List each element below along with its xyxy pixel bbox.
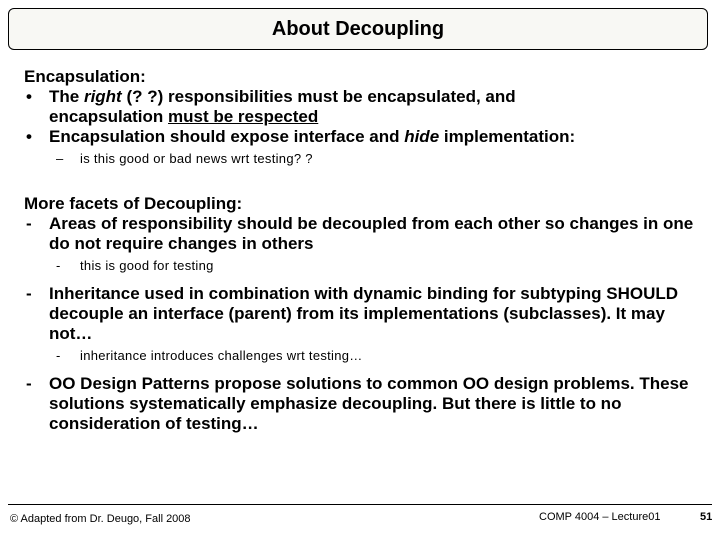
bullet-text: encapsulation [49,107,169,126]
sub-bullet-text: this is good for testing [80,258,214,273]
footer-course: COMP 4004 – Lecture01 [539,511,661,523]
bullet-mark: - [26,284,32,303]
bullet-text: OO Design Patterns propose solutions to common OO design problems. These solutions systematically emphasize decoupling. But there is little to no consideration of testing… [49,374,689,433]
sub-bullet-mark: - [56,348,61,363]
section-heading-encapsulation: Encapsulation: [24,67,146,86]
bullet-mark: - [26,374,32,393]
bullet-text: Encapsulation should expose interface and [49,127,405,146]
bullet-text: (? ?) responsibilities must be encapsulated, and [121,87,516,106]
sub-bullet-item [24,150,704,167]
sub-bullet-item [24,347,704,364]
emphasis-text: right [83,87,122,106]
section-heading-decoupling: More facets of Decoupling: [24,194,243,213]
sub-bullet-item [24,257,704,274]
bullet-mark: - [26,214,32,233]
sub-bullet-mark: – [56,151,64,166]
bullet-text: Inheritance used in combination with dynamic binding for subtyping SHOULD decouple an interface (parent) from its implementations (subclasses). It may not… [49,284,679,343]
sub-bullet-mark: - [56,258,61,273]
bullet-item [24,374,704,434]
footer-divider [8,504,712,505]
slide-title: About Decoupling [271,17,445,40]
bullet-text: Areas of responsibility should be decoupled from each other so changes in one do not require changes in others [49,214,694,253]
bullet-item [24,127,704,147]
slide-body [24,66,704,434]
page-number: 51 [700,511,713,523]
sub-bullet-text: inheritance introduces challenges wrt testing… [80,348,363,363]
bullet-mark: • [26,87,32,106]
sub-bullet-text: is this good or bad news wrt testing? ? [80,151,313,166]
bullet-item [24,284,704,344]
slide-title-box [8,8,708,50]
bullet-text: implementation: [439,127,576,146]
bullet-item [24,214,704,254]
bullet-item [24,87,704,127]
emphasis-text: hide [404,127,440,146]
bullet-mark: • [26,127,32,146]
underlined-text: must be respected [168,107,319,126]
bullet-text: The [49,87,84,106]
footer-credit: © Adapted from Dr. Deugo, Fall 2008 [10,513,191,525]
